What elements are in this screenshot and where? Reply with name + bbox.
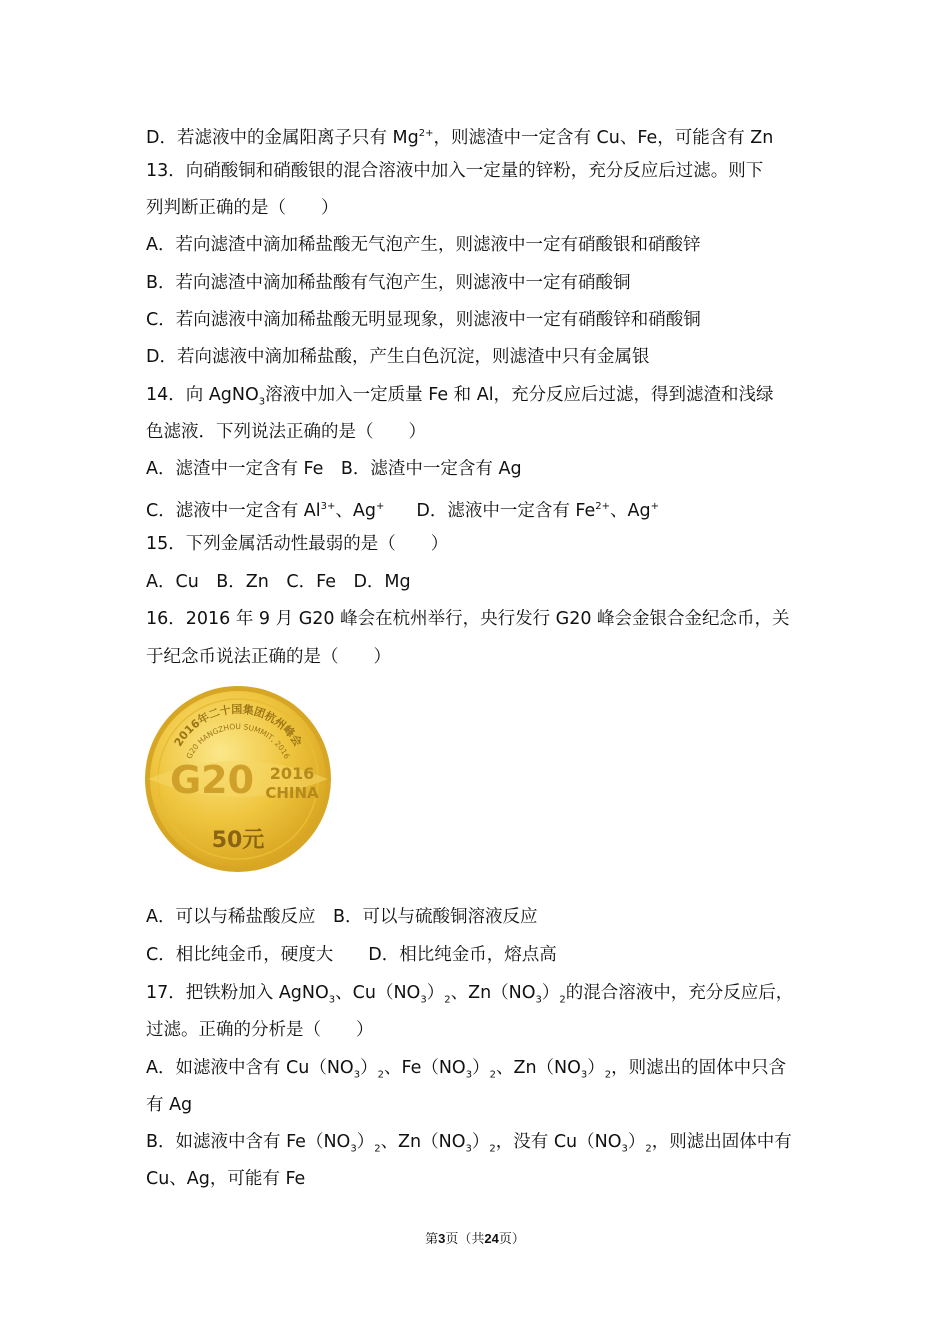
q17-option-b-line2: Cu、Ag，可能有 Fe <box>146 1169 306 1189</box>
coin-china-text: CHINA <box>265 784 319 802</box>
q13-stem-line1: 13．向硝酸铜和硝酸银的混合溶液中加入一定量的锌粉，充分反应后过滤。则下 <box>146 161 764 181</box>
page-footer: 第3页（共24页） <box>425 1231 525 1247</box>
coin-arc-chinese: 2016年二十国集团杭州峰会 <box>171 702 305 749</box>
q13-stem-line2: 列判断正确的是（ ） <box>146 198 339 218</box>
g20-coin-image <box>142 683 334 875</box>
q13-option-d: D．若向滤液中滴加稀盐酸，产生白色沉淀，则滤渣中只有金属银 <box>146 347 650 367</box>
q17-option-a-line2: 有 Ag <box>146 1095 193 1115</box>
q17-option-b-line1: B．如滤液中含有 $Fe(NO_3)_2$、$Zn(NO_3)_2$，没有 $Cu(NO_3)_2$，则滤出固体中有 <box>146 1132 792 1155</box>
q14-stem-line2: 色滤液．下列说法正确的是（ ） <box>146 422 426 442</box>
q14-option-c: C．滤液中一定含有 $Al^{3+}$、Ag+ <box>146 500 385 521</box>
q14-options-ab: A．滤渣中一定含有 Fe B．滤渣中一定含有 Ag <box>146 459 522 479</box>
q13-option-a: A．若向滤渣中滴加稀盐酸无气泡产生，则滤液中一定有硝酸银和硝酸锌 <box>146 235 701 255</box>
q17-stem-line1: 17．把铁粉加入 AgNO$_3$、$Cu(NO_3)_2$、$Zn(NO_3)_2$的混合溶液中，充分反应后， <box>146 983 794 1006</box>
page-number: 3 <box>438 1231 446 1246</box>
q14-options-cd <box>146 495 659 523</box>
q13-option-b: B．若向滤渣中滴加稀盐酸有气泡产生，则滤液中一定有硝酸铜 <box>146 273 631 293</box>
total-pages: 24 <box>484 1231 499 1246</box>
coin-g20-text: G20 <box>169 758 255 802</box>
q15-options: A．Cu B．Zn C．Fe D．Mg <box>146 572 411 592</box>
q16-stem-line1: 16．2016 年 9 月 G20 峰会在杭州举行，央行发行 G20 峰会金银合金纪念币，关 <box>146 609 790 629</box>
q17-stem-line2: 过滤。正确的分析是（ ） <box>146 1020 374 1040</box>
coin-arc-english: G20 HANGZHOU SUMMIT, 2016 <box>184 721 292 761</box>
q16-options-ab: A．可以与稀盐酸反应 B．可以与硫酸铜溶液反应 <box>146 907 538 927</box>
q12-option-d: D．若滤液中的金属阳离子只有 $Mg^{2+}$，则滤渣中一定含有 Cu、Fe，可能含有 Zn <box>146 127 774 148</box>
q16-stem-line2: 于纪念币说法正确的是（ ） <box>146 647 391 667</box>
q17-option-a-line1: A．如滤液中含有 $Cu(NO_3)_2$、$Fe(NO_3)_2$、$Zn(NO_3)_2$，则滤出的固体中只含 <box>146 1058 787 1081</box>
q14-stem-line1: 14．向 AgNO$_3$溶液中加入一定质量 Fe 和 Al，充分反应后过滤，得到滤渣和浅绿 <box>146 385 774 408</box>
coin-year-text: 2016 <box>269 764 315 783</box>
coin-value-text: 50元 <box>211 828 265 853</box>
q14-option-d: D．滤液中一定含有 $Fe^{2+}$、Ag+ <box>416 500 660 521</box>
q13-option-c: C．若向滤液中滴加稀盐酸无明显现象，则滤液中一定有硝酸锌和硝酸铜 <box>146 310 701 330</box>
q15-stem: 15．下列金属活动性最弱的是（ ） <box>146 534 449 554</box>
q16-options-cd: C．相比纯金币，硬度大 D．相比纯金币，熔点高 <box>146 945 557 965</box>
